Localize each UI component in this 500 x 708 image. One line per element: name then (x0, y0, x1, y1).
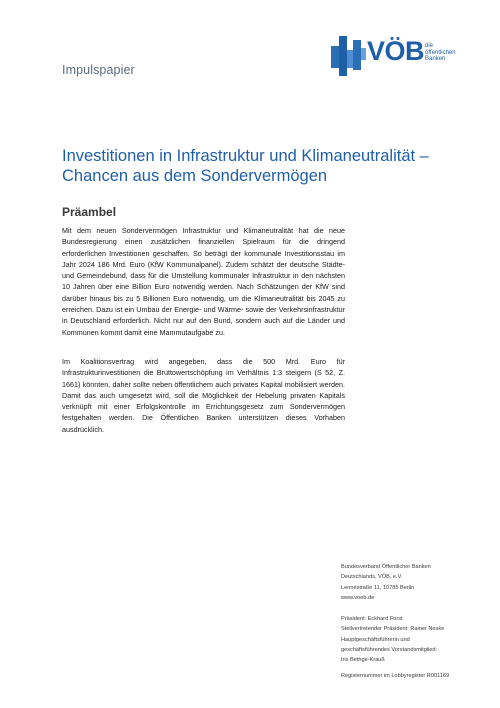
logo-blocks-icon (331, 36, 367, 76)
section-heading: Präambel (62, 205, 117, 219)
document-title (62, 147, 442, 186)
footer-register: Registernummer im Lobbyregister R001169 (341, 673, 450, 679)
voeb-logo (331, 36, 461, 80)
document-type-label: Impulspapier (62, 63, 135, 77)
title-line-2: Chancen aus dem Sondervermögen (62, 166, 328, 185)
footer-address: Bundesverband Öffentlicher Banken Deutschlands, VÖB, e.V. Lennéstraße 11, 10785 Berlin www.voeb.de (341, 562, 471, 603)
title-line-1: Investitionen in Infrastruktur und Klimaneutralität – (62, 147, 429, 165)
paragraph-2: Im Koalitionsvertrag wird angegeben, dass die 500 Mrd. Euro für Infrastrukturinvestitionen die Bruttowertschöpfung im Verhältnis 1:3 steigern (S 52, Z. 1661) könnten, daher sollte neben öffentlichem auch privates Kapital mobilisiert werden. Damit das auch umgesetzt wird, soll die Möglichkeit der Hebelung privaten Kapitals verknüpft mit einer Erfolgskontrolle im Errichtungsgesetz zum Sondervermögen festgehalten werden. Die Öffentlichen Banken unterstützen dieses Vorhaben ausdrücklich. (62, 357, 345, 434)
website-link[interactable]: www.voeb.de (341, 594, 375, 601)
footer-board: Präsident: Eckhard Forst Stellvertretender Präsident: Rainer Neske Hauptgeschäftsführerin und geschäftsführendes Vorstandsmitglied: Iris Bethge-Krauß (341, 616, 445, 664)
logo-wordmark: VÖB (367, 36, 425, 66)
paragraph-1: Mit dem neuen Sondervermögen Infrastruktur und Klimaneutralität hat die neue Bundesregierung einen zusätzlichen finanziellen Spielraum für die dringend erforderlichen Investitionen geschaffen. So beträgt der kommunale Investitionsstau im Jahr 2024 186 Mrd. Euro (KfW Kommunalpanel). Zudem schätzt der deutsche Städte- und Gemeindebund, dass für die Umstellung kommunaler Infrastruktur in den nächsten 10 Jahren über eine Billion Euro notwendig werden. Nach Schätzungen der KfW sind darüber hinaus bis zu 5 Billionen Euro notwendig, um die Klimaneutralität bis 2045 zu erreichen. Dazu ist ein Umbau der Energie- und Wärme- sowie der Verkehrsinfrastruktur in Deutschland erforderlich. Nicht nur auf den Bund, sondern auch auf die Länder und Kommunen kommt damit eine Mammutaufgabe zu. (62, 226, 345, 337)
logo-subtitle: die öffentlichen Banken (425, 43, 456, 62)
